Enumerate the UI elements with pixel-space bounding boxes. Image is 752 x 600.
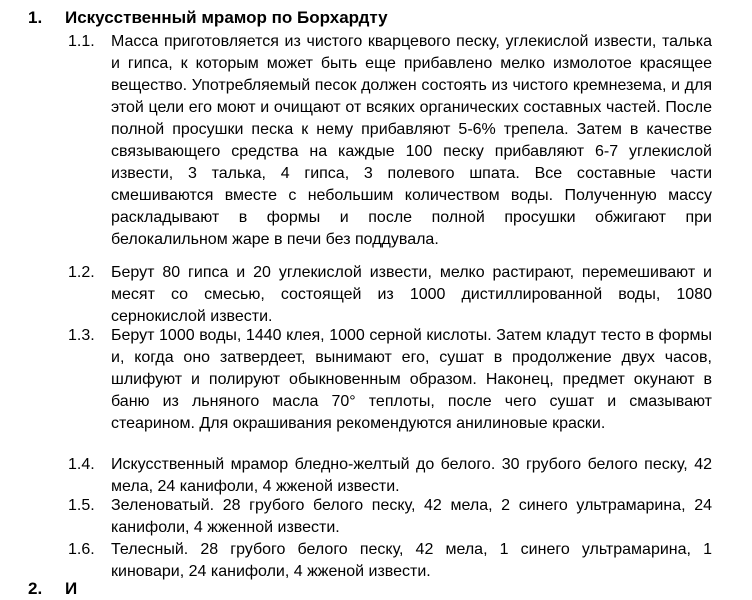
item-number: 1.3. xyxy=(68,327,95,344)
item-number: 1.1. xyxy=(68,33,95,50)
section-heading xyxy=(0,7,752,31)
section-number: 1. xyxy=(28,8,43,27)
next-section-number: 2. xyxy=(28,579,43,598)
item-text: Зеленоватый. 28 грубого белого песку, 42 мела, 2 синего ультрамарина, 24 канифоли, 4 жженной извести. xyxy=(111,497,712,536)
item-text: Берут 1000 воды, 1440 клея, 1000 серной кислоты. Затем кладут тесто в формы и, когда оно затвердеет, вынимают его, сушат в продолжение двух часов, шлифуют и полируют обыкновенным образом. Наконец, предмет окунают в баню из льняного масла 70° теплоты, после чего сушат и смазывают стеарином. Для окрашивания рекомендуются анилиновые краски. xyxy=(111,327,712,432)
section-title: Искусственный мрамор по Борхардту xyxy=(65,8,388,27)
item-number: 1.5. xyxy=(68,497,95,514)
item-text: Масса приготовляется из чистого кварцевого песку, углекислой извести, талька и гипса, к которым может быть еще прибавлено мелко измолотое красящее вещество. Употребляемый песок должен состоять из чистого кремнезема, и для этой цели его моют и очищают от всяких органических составных частей. После полной просушки песка к нему прибавляют 5-6% трепела. Затем в качестве связывающего средства на каждые 100 песку прибавляют 6-7 углекислой извести, 3 талька, 4 гипса, 3 полевого шпата. Все составные части смешиваются вместе с небольшим количеством воды. Полученную массу раскладывают в формы и после полной просушки обжигают при белокалильном жаре в печи без поддувала. xyxy=(111,33,712,248)
next-section-heading xyxy=(0,578,752,600)
item-number: 1.2. xyxy=(68,264,95,281)
item-text: Берут 80 гипса и 20 углекислой извести, мелко растирают, перемешивают и месят со смесью, состоящей из 1000 дистиллированной воды, 1080 сернокислой извести. xyxy=(111,264,712,325)
item-text: Телесный. 28 грубого белого песку, 42 мела, 1 синего ультрамарина, 1 киновари, 24 канифоли, 4 жженой извести. xyxy=(111,541,712,580)
item-number: 1.4. xyxy=(68,456,95,473)
next-section-title: И xyxy=(65,579,78,598)
item-text: Искусственный мрамор бледно-желтый до белого. 30 грубого белого песку, 42 мела, 24 канифоли, 4 жженой извести. xyxy=(111,456,712,495)
item-number: 1.6. xyxy=(68,541,95,558)
